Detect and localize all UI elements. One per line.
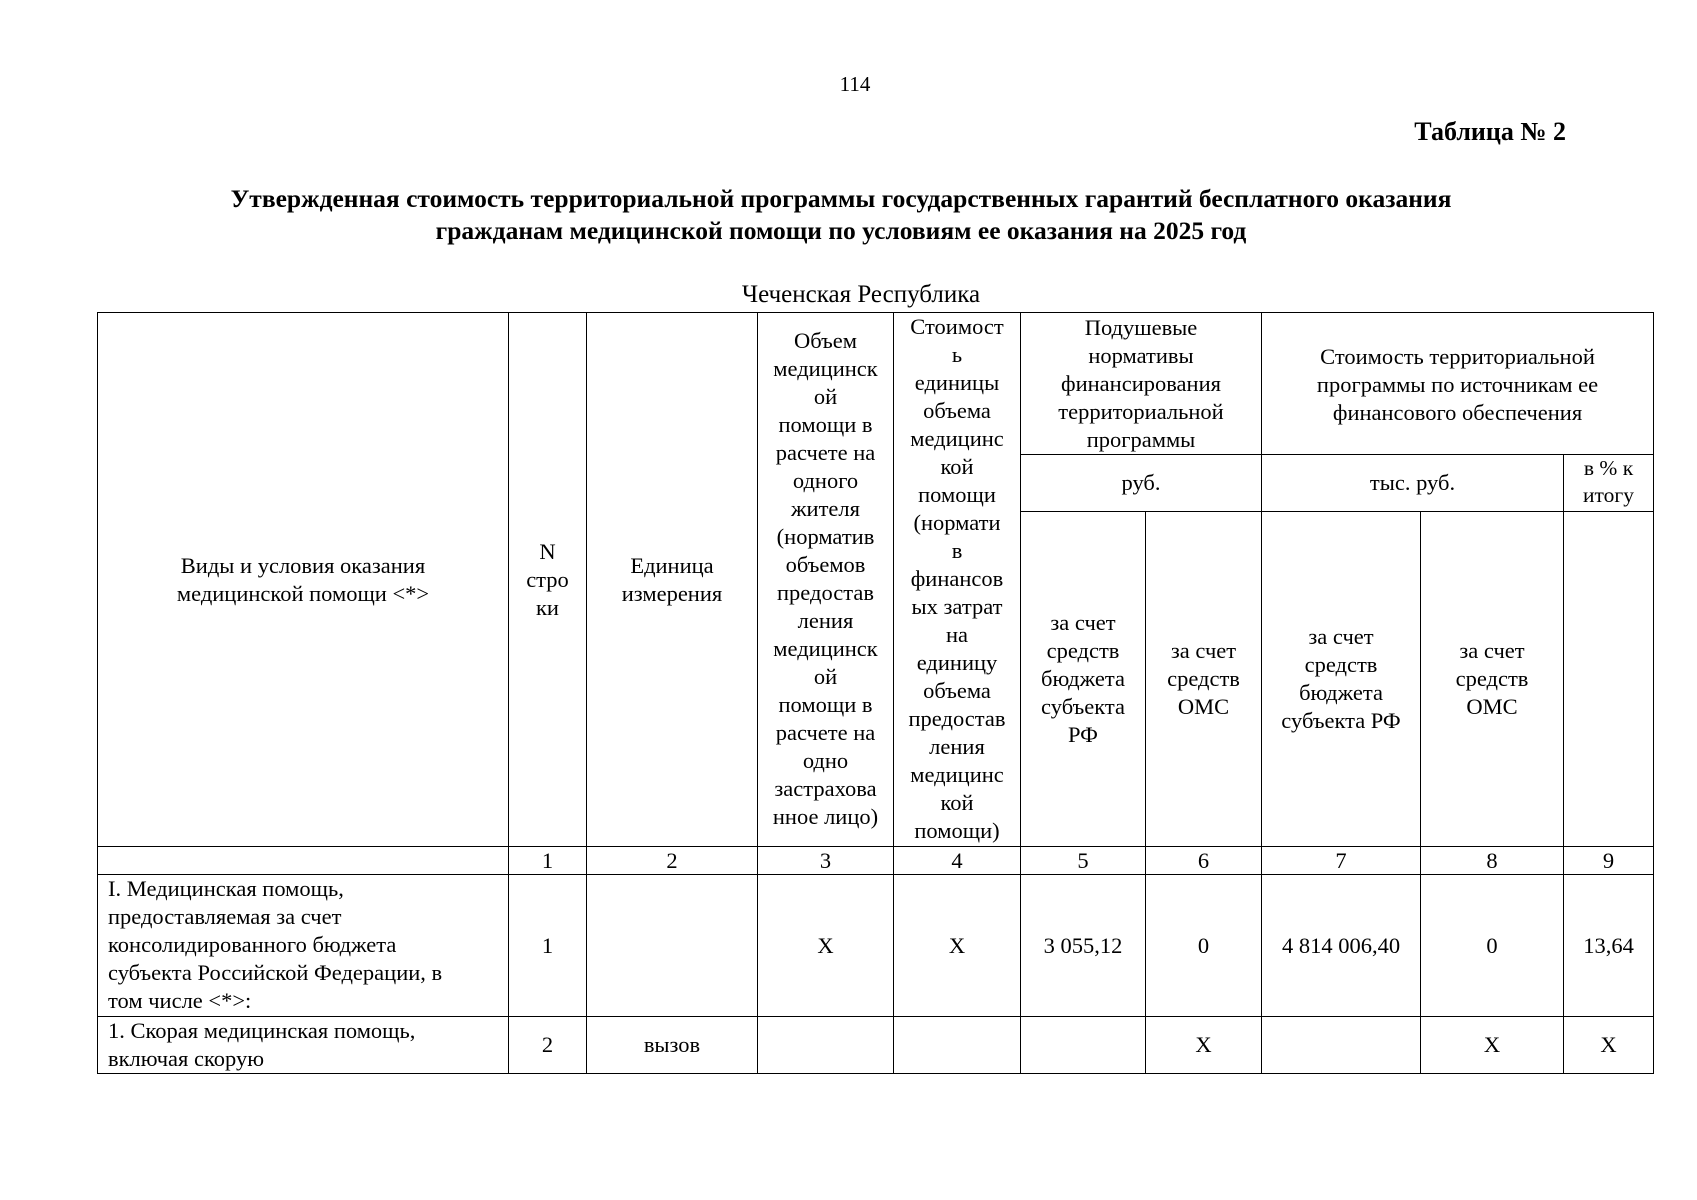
program-cost-table: [97, 312, 1654, 1074]
header-unit: Единица измерения: [587, 313, 758, 847]
document-title-line-2: гражданам медицинской помощи по условиям ее оказания на 2025 год: [435, 216, 1247, 245]
header-per-capita-group: Подушевые нормативы финансирования территориальной программы: [1021, 313, 1262, 455]
row-number-cell: 1: [509, 875, 587, 1017]
header-kinds: Виды и условия оказания медицинской помощи <*>: [98, 313, 509, 847]
column-number: [98, 847, 509, 875]
row-program-oms-cell: 0: [1421, 875, 1564, 1017]
document-title-line-1: Утвержденная стоимость территориальной программы государственных гарантий бесплатного оказания: [230, 184, 1452, 213]
row-volume-cell: [758, 1017, 894, 1074]
row-volume-cell: X: [758, 875, 894, 1017]
row-kind-cell: 1. Скорая медицинская помощь, включая скорую: [98, 1017, 509, 1074]
row-program-budget-cell: 4 814 006,40: [1262, 875, 1421, 1017]
row-cost-cell: X: [894, 875, 1021, 1017]
column-number: 1: [509, 847, 587, 875]
header-unit-rub: руб.: [1021, 455, 1262, 512]
header-unit-percent: в % к итогу: [1564, 455, 1654, 512]
region-caption: Чеченская Республика: [741, 281, 981, 308]
header-row-number: N стро ки: [509, 313, 587, 847]
column-number: 2: [587, 847, 758, 875]
row-percent-cell: X: [1564, 1017, 1654, 1074]
header-unit-thousand-rub: тыс. руб.: [1262, 455, 1564, 512]
row-unit-cell: [587, 875, 758, 1017]
row-program-budget-cell: [1262, 1017, 1421, 1074]
column-number: 6: [1146, 847, 1262, 875]
column-number: 7: [1262, 847, 1421, 875]
header-program-budget: за счет средств бюджета субъекта РФ: [1262, 512, 1421, 847]
column-number: 3: [758, 847, 894, 875]
row-cost-cell: [894, 1017, 1021, 1074]
column-number: 8: [1421, 847, 1564, 875]
row-unit-cell: вызов: [587, 1017, 758, 1074]
row-kind-cell: I. Медицинская помощь, предоставляемая за счет консолидированного бюджета субъекта Российской Федерации, в том числе <*>:: [98, 875, 509, 1017]
row-number-cell: 2: [509, 1017, 587, 1074]
row-program-oms-cell: X: [1421, 1017, 1564, 1074]
page-number: 114: [839, 72, 871, 96]
row-per-capita-oms-cell: X: [1146, 1017, 1262, 1074]
row-per-capita-budget-cell: 3 055,12: [1021, 875, 1146, 1017]
column-number: 9: [1564, 847, 1654, 875]
header-row-1: [98, 313, 1654, 455]
header-percent-empty: [1564, 512, 1654, 847]
header-program-oms: за счет средств ОМС: [1421, 512, 1564, 847]
table-row: [98, 1017, 1654, 1074]
table-row: [98, 875, 1654, 1017]
row-per-capita-budget-cell: [1021, 1017, 1146, 1074]
column-number-row: [98, 847, 1654, 875]
header-volume: Объем медицинск ой помощи в расчете на одного жителя (норматив объемов предостав ления медицинск ой помощи в расчете на одно застрахова нное лицо): [758, 313, 894, 847]
document-title: [120, 183, 1562, 247]
column-number: 4: [894, 847, 1021, 875]
header-program-cost-group: Стоимость территориальной программы по источникам ее финансового обеспечения: [1262, 313, 1654, 455]
header-per-capita-budget: за счет средств бюджета субъекта РФ: [1021, 512, 1146, 847]
header-per-capita-oms: за счет средств ОМС: [1146, 512, 1262, 847]
header-unit-cost: Стоимост ь единицы объема медицинс кой помощи (нормати в финансов ых затрат на единицу объема предостав ления медицинс кой помощи): [894, 313, 1021, 847]
table-label: Таблица № 2: [1414, 117, 1566, 146]
row-percent-cell: 13,64: [1564, 875, 1654, 1017]
column-number: 5: [1021, 847, 1146, 875]
row-per-capita-oms-cell: 0: [1146, 875, 1262, 1017]
